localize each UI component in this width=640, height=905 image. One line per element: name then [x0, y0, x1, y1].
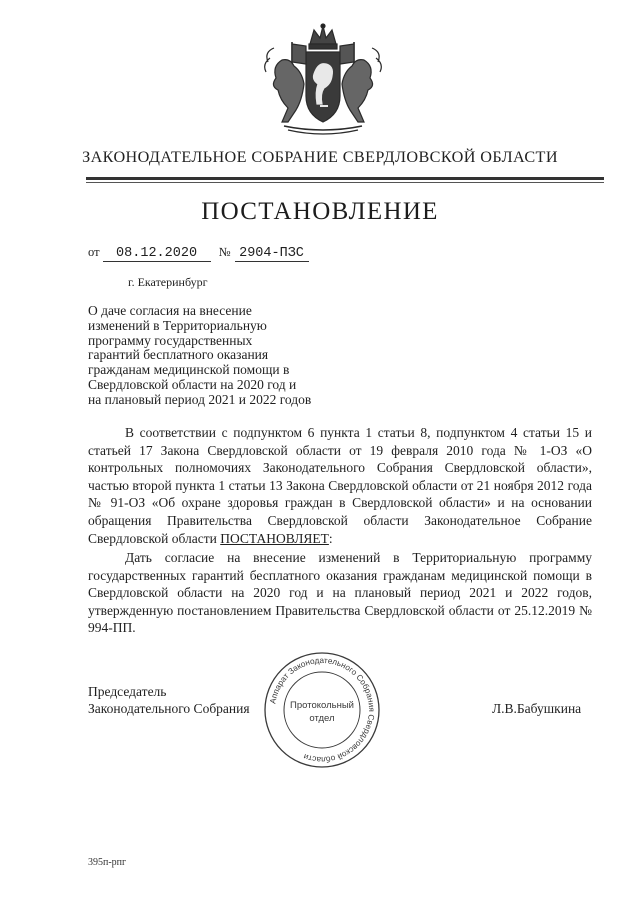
- sverdlovsk-coat-of-arms-icon: [262, 22, 384, 140]
- document-title: ПОСТАНОВЛЕНИЕ: [201, 198, 439, 225]
- organization-name: ЗАКОНОДАТЕЛЬНОЕ СОБРАНИЕ СВЕРДЛОВСКОЙ ОБЛАСТИ: [82, 148, 558, 166]
- subject-line: гражданам медицинской помощи в: [88, 362, 290, 378]
- paragraph-1-text: В соответствии с подпунктом 6 пункта 1 статьи 8, подпунктом 4 статьи 15 и статьей 17 Закона Свердловской области от 19 февраля 2010 года № 1-ОЗ «О контрольных полномочиях Законодательного Собрания Свердловской области», частью второй пункта 1 статьи 13 Закона Свердловской области от 21 ноября 2012 года № 91-ОЗ «Об охране здоровья граждан в Свердловской области» и на основании обращения Правительства Свердловской области Законодательное Собрание Свердловской области: [88, 425, 592, 546]
- paragraph-2-text: Дать согласие на внесение изменений в Территориальную программу государственных гарантий бесплатного оказания гражданам медицинской помощи в Свердловской области на 2020 год и на плановый период 2021 и 2022 годов, утвержденную постановлением Правительства Свердловской области от 25.12.2019 № 994-ПП.: [88, 550, 592, 636]
- body-paragraph-2: [88, 549, 592, 637]
- decree-suffix: :: [328, 530, 333, 546]
- signatory-name: Л.В.Бабушкина: [492, 701, 582, 716]
- subject-line: изменений в Территориальную: [88, 317, 267, 333]
- document-date: 08.12.2020: [103, 246, 211, 262]
- stamp-ring-text: Аппарат Законодательного Собрания Свердловской области: [268, 655, 377, 765]
- subject-line: гарантий бесплатного оказания: [88, 347, 269, 363]
- body-paragraph-1: [88, 424, 592, 547]
- stamp-center-line-2: отдел: [309, 713, 335, 724]
- document-code: 395п-рпг: [88, 857, 127, 868]
- number-label: №: [218, 245, 231, 259]
- document-subject: [88, 304, 348, 408]
- stamp-center-line-1: Протокольный: [290, 700, 354, 711]
- date-label: от: [88, 245, 100, 259]
- document-number: 2904-ПЗС: [235, 246, 309, 262]
- header-divider-thin: [86, 182, 604, 183]
- decree-word: ПОСТАНОВЛЯЕТ: [220, 530, 329, 546]
- subject-line: О даче согласия на внесение: [88, 303, 252, 318]
- subject-line: программу государственных: [88, 332, 253, 348]
- subject-line: на плановый период 2021 и 2022 годов: [88, 391, 312, 407]
- header-divider: [86, 177, 604, 180]
- signatory-position-line-2: Законодательного Собрания: [88, 701, 250, 716]
- date-number-line: [88, 245, 309, 262]
- subject-line: Свердловской области на 2020 год и: [88, 376, 297, 392]
- document-city: г. Екатеринбург: [128, 275, 208, 289]
- official-stamp: [262, 650, 382, 770]
- signatory-position-line-1: Председатель: [88, 684, 167, 699]
